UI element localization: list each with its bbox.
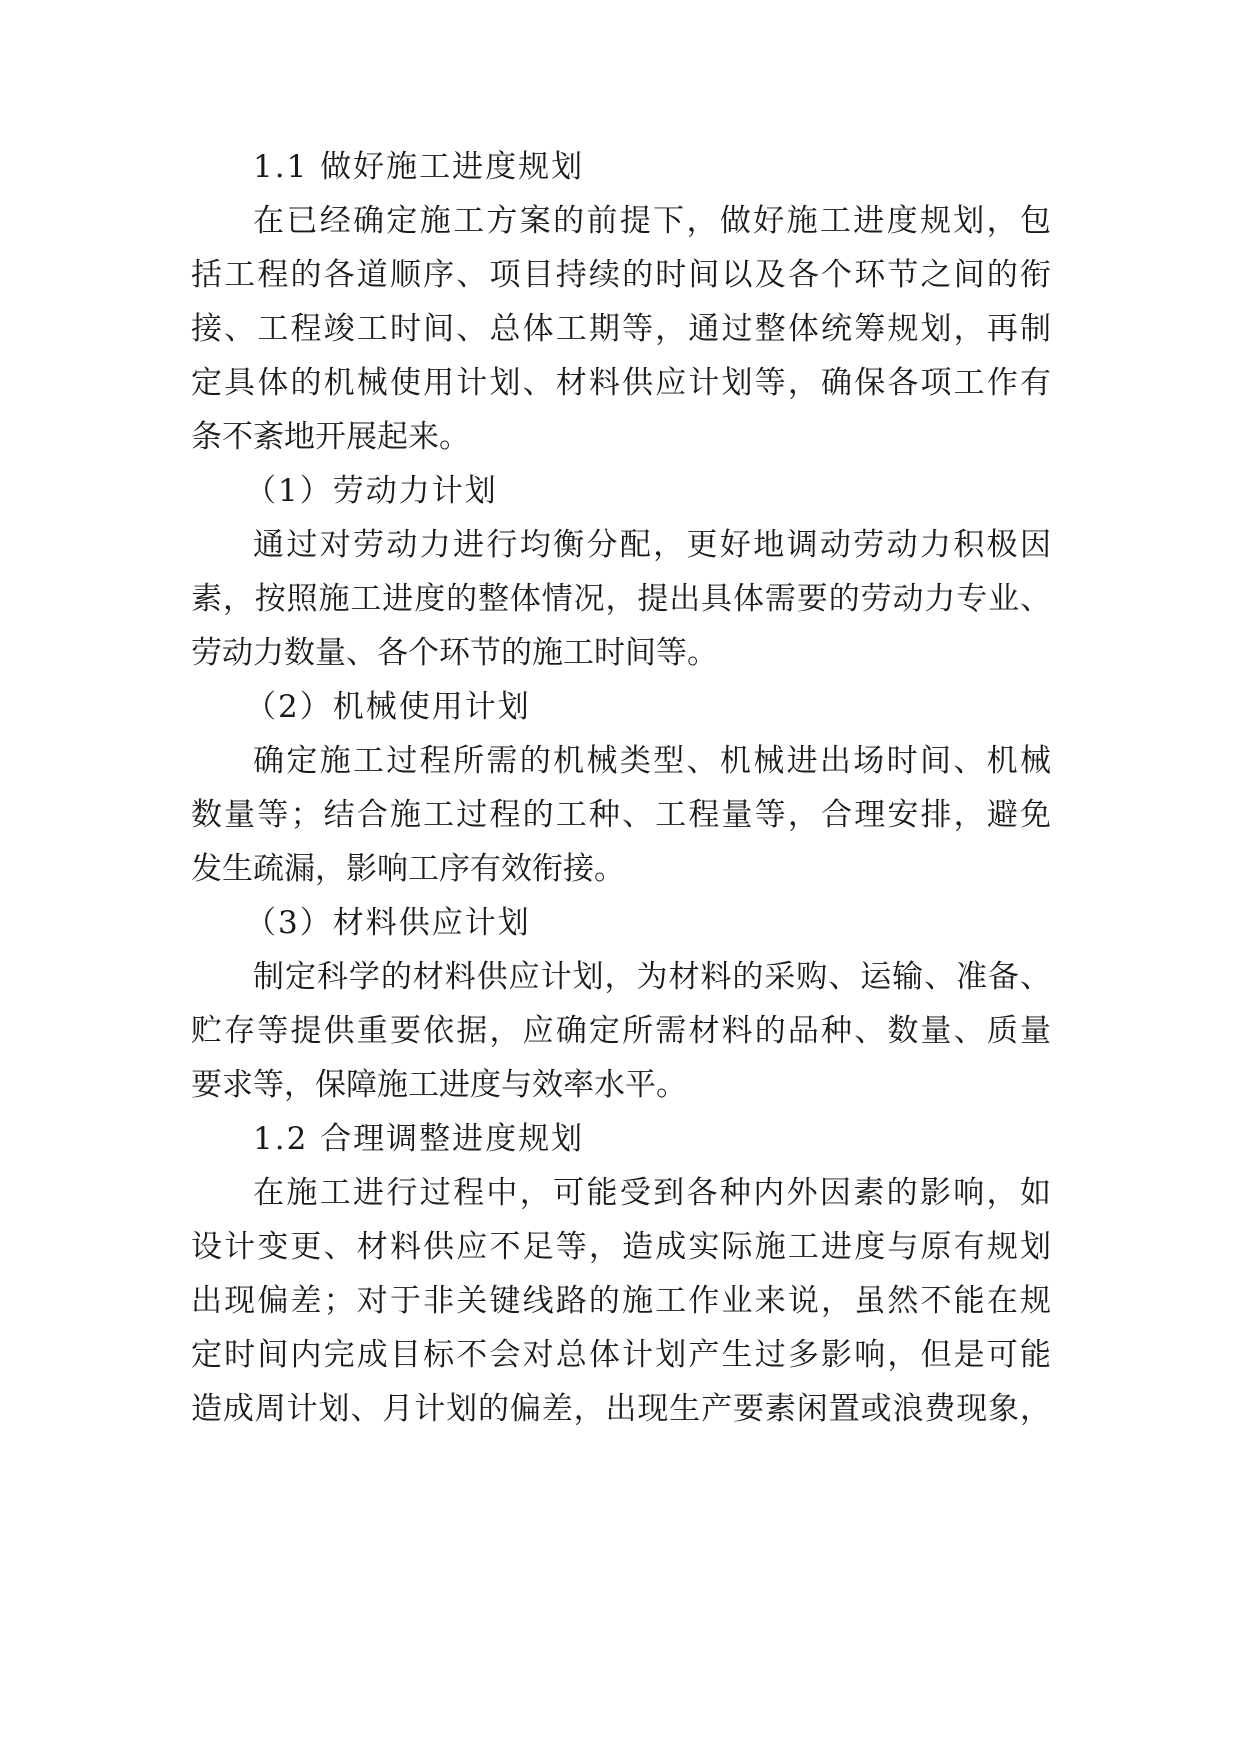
paragraph-line: 通过对劳动力进行均衡分配，更好地调动劳动力积极因 xyxy=(253,527,1051,563)
paragraph-line: 要求等，保障施工进度与效率水平。 xyxy=(191,1067,687,1103)
paragraph-line: 设计变更、材料供应不足等，造成实际施工进度与原有规划 xyxy=(191,1229,1051,1265)
paragraph-line: 条不紊地开展起来。 xyxy=(191,419,470,455)
subsection-heading-2: （2）机械使用计划 xyxy=(245,689,531,725)
paragraph-line: 接、工程竣工时间、总体工期等，通过整体统筹规划，再制 xyxy=(191,311,1051,347)
paragraph-line: 在施工进行过程中，可能受到各种内外因素的影响，如 xyxy=(253,1175,1051,1211)
paragraph-line: 定具体的机械使用计划、材料供应计划等，确保各项工作有 xyxy=(191,365,1051,401)
paragraph-line: 素，按照施工进度的整体情况，提出具体需要的劳动力专业、 xyxy=(191,581,1051,617)
paragraph-line: 贮存等提供重要依据，应确定所需材料的品种、数量、质量 xyxy=(191,1013,1051,1049)
paragraph-line: 造成周计划、月计划的偏差，出现生产要素闲置或浪费现象， xyxy=(191,1391,1051,1427)
paragraph-line: 发生疏漏，影响工序有效衔接。 xyxy=(191,851,625,887)
paragraph-line: 出现偏差；对于非关键线路的施工作业来说，虽然不能在规 xyxy=(191,1283,1051,1319)
paragraph-line: 括工程的各道顺序、项目持续的时间以及各个环节之间的衔 xyxy=(191,257,1051,293)
paragraph-line: 定时间内完成目标不会对总体计划产生过多影响，但是可能 xyxy=(191,1337,1051,1373)
paragraph-line: 制定科学的材料供应计划，为材料的采购、运输、准备、 xyxy=(253,959,1051,995)
paragraph-line: 在已经确定施工方案的前提下，做好施工进度规划，包 xyxy=(253,203,1051,239)
subsection-heading-1: （1）劳动力计划 xyxy=(245,473,498,509)
paragraph-line: 数量等；结合施工过程的工种、工程量等，合理安排，避免 xyxy=(191,797,1051,833)
subsection-heading-3: （3）材料供应计划 xyxy=(245,905,531,941)
paragraph-line: 确定施工过程所需的机械类型、机械进出场时间、机械 xyxy=(253,743,1051,779)
section-heading-1-1: 1.1 做好施工进度规划 xyxy=(253,149,585,185)
paragraph-line: 劳动力数量、各个环节的施工时间等。 xyxy=(191,635,718,671)
section-heading-1-2: 1.2 合理调整进度规划 xyxy=(253,1121,585,1157)
